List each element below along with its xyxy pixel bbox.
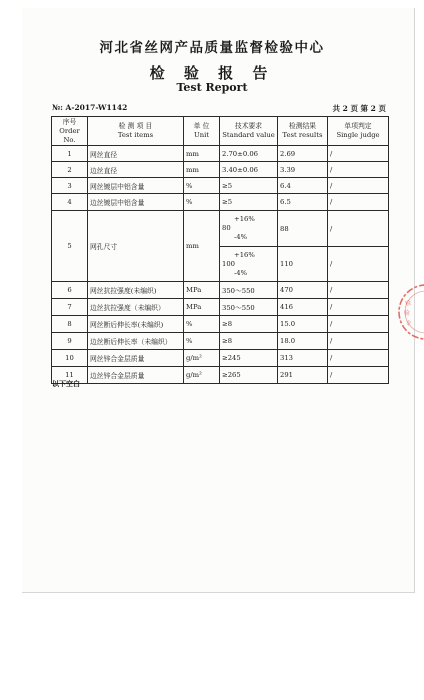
- col-header-results: 检测结果 Test results: [278, 117, 328, 146]
- report-title-en: Test Report: [176, 81, 248, 94]
- col-header-unit: 单 位 Unit: [184, 117, 220, 146]
- col-header-items: 检 测 项 目 Test items: [88, 117, 184, 146]
- table-row: 7 边丝抗拉强度（未编织） MPa 350～550 416 /: [52, 299, 389, 316]
- svg-text:验: 验: [404, 310, 411, 317]
- mesh-standard-a: +16% 80 -4%: [220, 211, 278, 247]
- svg-text:专: 专: [404, 319, 413, 328]
- page-indicator: 共 2 页 第 2 页: [332, 104, 386, 113]
- table-row: 3 网丝镀层中铝含量 % ≥5 6.4 /: [52, 178, 389, 194]
- col-header-judge: 单项判定 Single judge: [328, 117, 389, 146]
- table-row: 2 边丝直径 mm 3.40±0.06 3.39 /: [52, 162, 389, 178]
- organization-name: 河北省丝网产品质量监督检验中心: [99, 40, 325, 56]
- inspection-seal-stamp: [396, 282, 424, 342]
- table-row: 6 网丝抗拉强度(未编织) MPa 350～550 470 /: [52, 282, 389, 299]
- col-header-order: 序号 Order No.: [52, 117, 88, 146]
- table-row: 11 边丝锌合金层质量 g/m² ≥265 291 /: [52, 367, 389, 384]
- mesh-standard-b: +16% 100 -4%: [220, 247, 278, 282]
- table-row: 9 边丝断后伸长率（未编织） % ≥8 18.0 /: [52, 333, 389, 350]
- table-row: 8 网丝断后伸长率(未编织) % ≥8 15.0 /: [52, 316, 389, 333]
- table-row: 4 边丝镀层中铝含量 % ≥5 6.5 /: [52, 194, 389, 211]
- table-row-mesh-a: 5 网孔尺寸 mm +16% 80 -4% 88 /: [52, 211, 389, 247]
- table-row: 10 网丝锌合金层质量 g/m² ≥245 313 /: [52, 350, 389, 367]
- svg-text:检: 检: [404, 299, 413, 308]
- table-row: 1 网丝直径 mm 2.70±0.06 2.69 /: [52, 146, 389, 162]
- report-title-cn: 检 验 报 告: [149, 64, 275, 82]
- col-header-standard: 技术要求 Standard value: [220, 117, 278, 146]
- table-row-mesh-b: +16% 100 -4% 110 /: [52, 247, 389, 282]
- blank-below-note: 以下空白: [52, 379, 80, 388]
- report-number: №: A-2017-W1142: [52, 103, 128, 112]
- table-header-row: [52, 117, 389, 146]
- test-results-table: [51, 116, 389, 384]
